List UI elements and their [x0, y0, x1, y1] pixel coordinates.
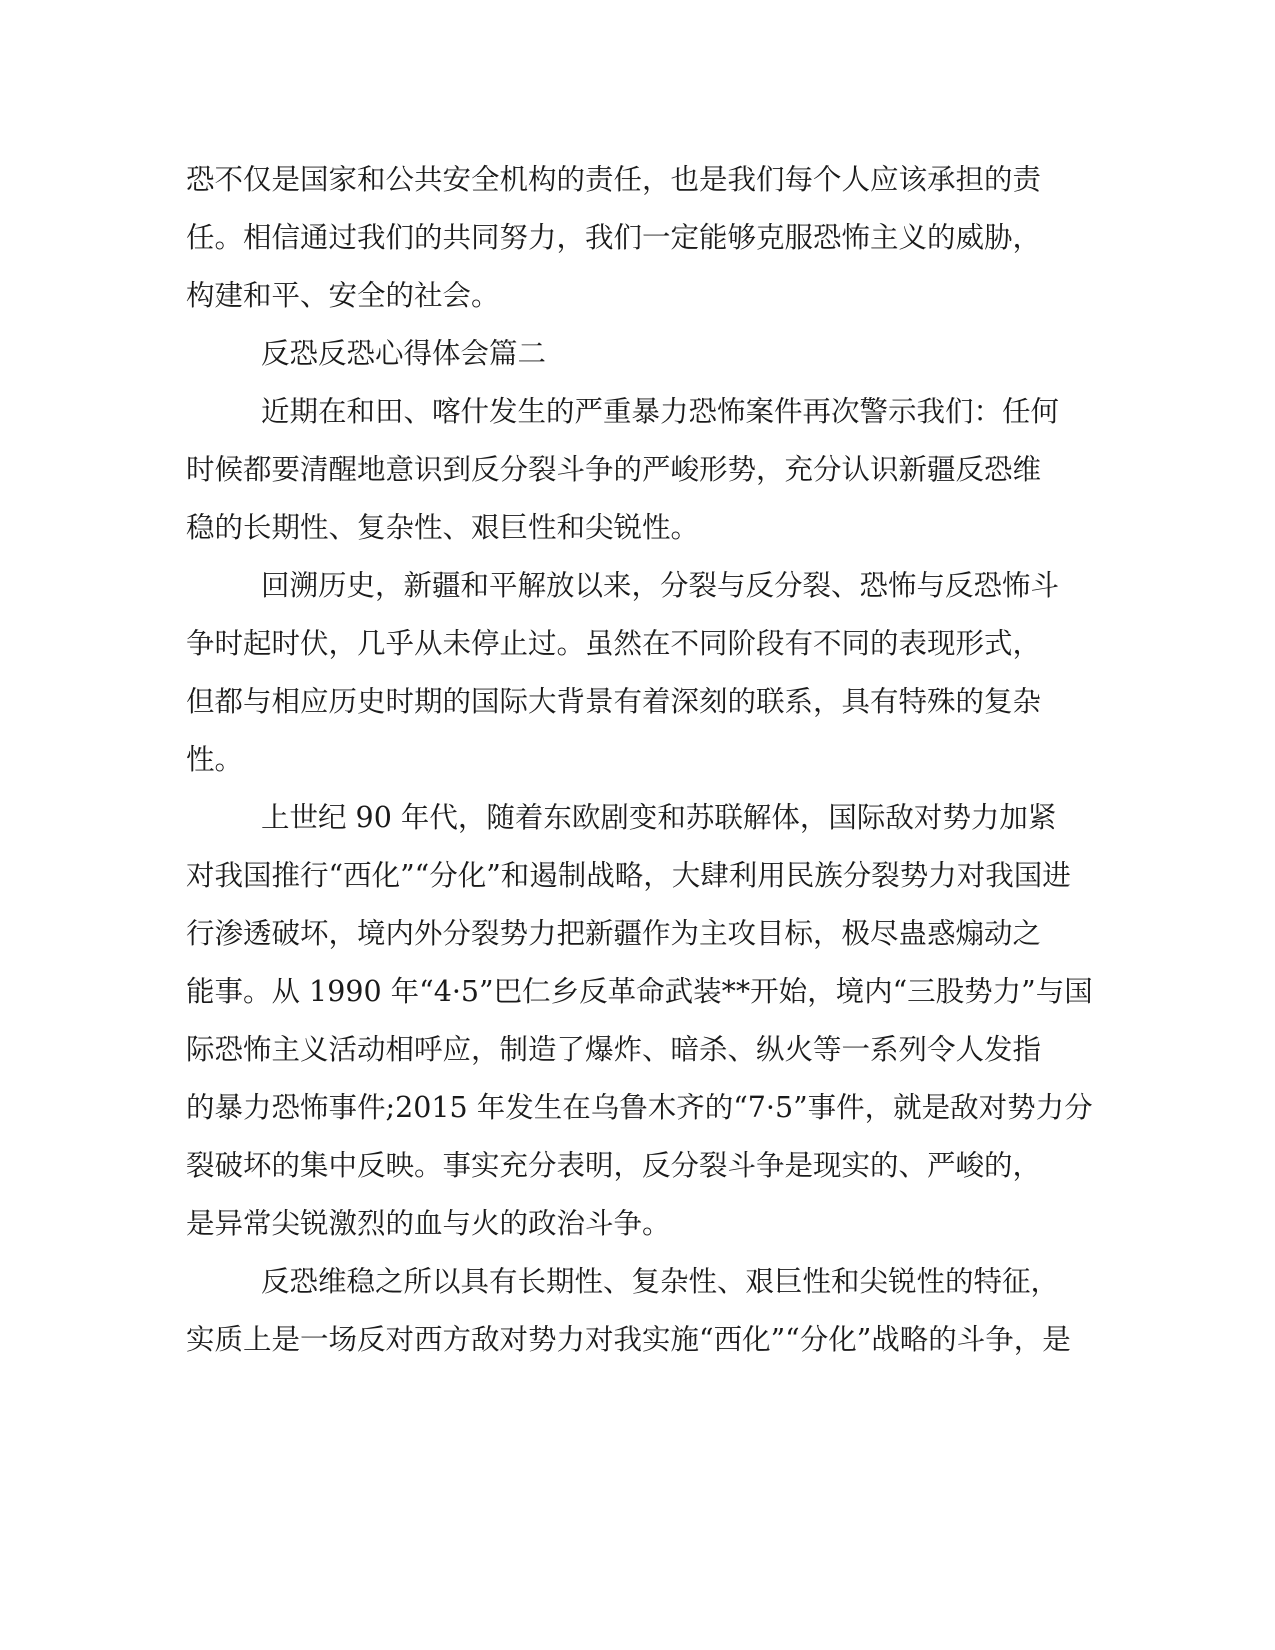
- section-heading: 反恐反恐心得体会篇二: [261, 337, 547, 370]
- text-line: 际恐怖主义活动相呼应，制造了爆炸、暗杀、纵火等一系列令人发指: [186, 1033, 1042, 1066]
- text-line: 回溯历史，新疆和平解放以来，分裂与反分裂、恐怖与反恐怖斗: [261, 569, 1060, 602]
- text-line: 性。: [186, 743, 244, 776]
- text-line: 近期在和田、喀什发生的严重暴力恐怖案件再次警示我们：任何: [261, 395, 1060, 428]
- text-line: 实质上是一场反对西方敌对势力对我实施“西化”“分化”战略的斗争，是: [186, 1323, 1071, 1356]
- text-line: 任。相信通过我们的共同努力，我们一定能够克服恐怖主义的威胁，: [186, 221, 1042, 254]
- text-line: 对我国推行“西化”“分化”和遏制战略，大肆利用民族分裂势力对我国进: [186, 859, 1071, 892]
- text-line: 能事。从 1990 年“4·5”巴仁乡反革命武装**开始，境内“三股势力”与国: [186, 975, 1093, 1008]
- text-line: 反恐维稳之所以具有长期性、复杂性、艰巨性和尖锐性的特征，: [261, 1265, 1060, 1298]
- text-line: 行渗透破坏，境内外分裂势力把新疆作为主攻目标，极尽蛊惑煽动之: [186, 917, 1042, 950]
- text-line: 上世纪 90 年代，随着东欧剧变和苏联解体，国际敌对势力加紧: [261, 801, 1057, 834]
- text-line: 稳的长期性、复杂性、艰巨性和尖锐性。: [186, 511, 700, 544]
- text-line: 的暴力恐怖事件;2015 年发生在乌鲁木齐的“7·5”事件，就是敌对势力分: [186, 1091, 1093, 1124]
- text-line: 但都与相应历史时期的国际大背景有着深刻的联系，具有特殊的复杂: [186, 685, 1042, 718]
- text-line: 构建和平、安全的社会。: [186, 279, 500, 312]
- text-line: 时候都要清醒地意识到反分裂斗争的严峻形势，充分认识新疆反恐维: [186, 453, 1042, 486]
- text-line: 是异常尖锐激烈的血与火的政治斗争。: [186, 1207, 671, 1240]
- text-line: 争时起时伏，几乎从未停止过。虽然在不同阶段有不同的表现形式，: [186, 627, 1042, 660]
- text-line: 裂破坏的集中反映。事实充分表明，反分裂斗争是现实的、严峻的，: [186, 1149, 1042, 1182]
- text-line: 恐不仅是国家和公共安全机构的责任，也是我们每个人应该承担的责: [186, 163, 1042, 196]
